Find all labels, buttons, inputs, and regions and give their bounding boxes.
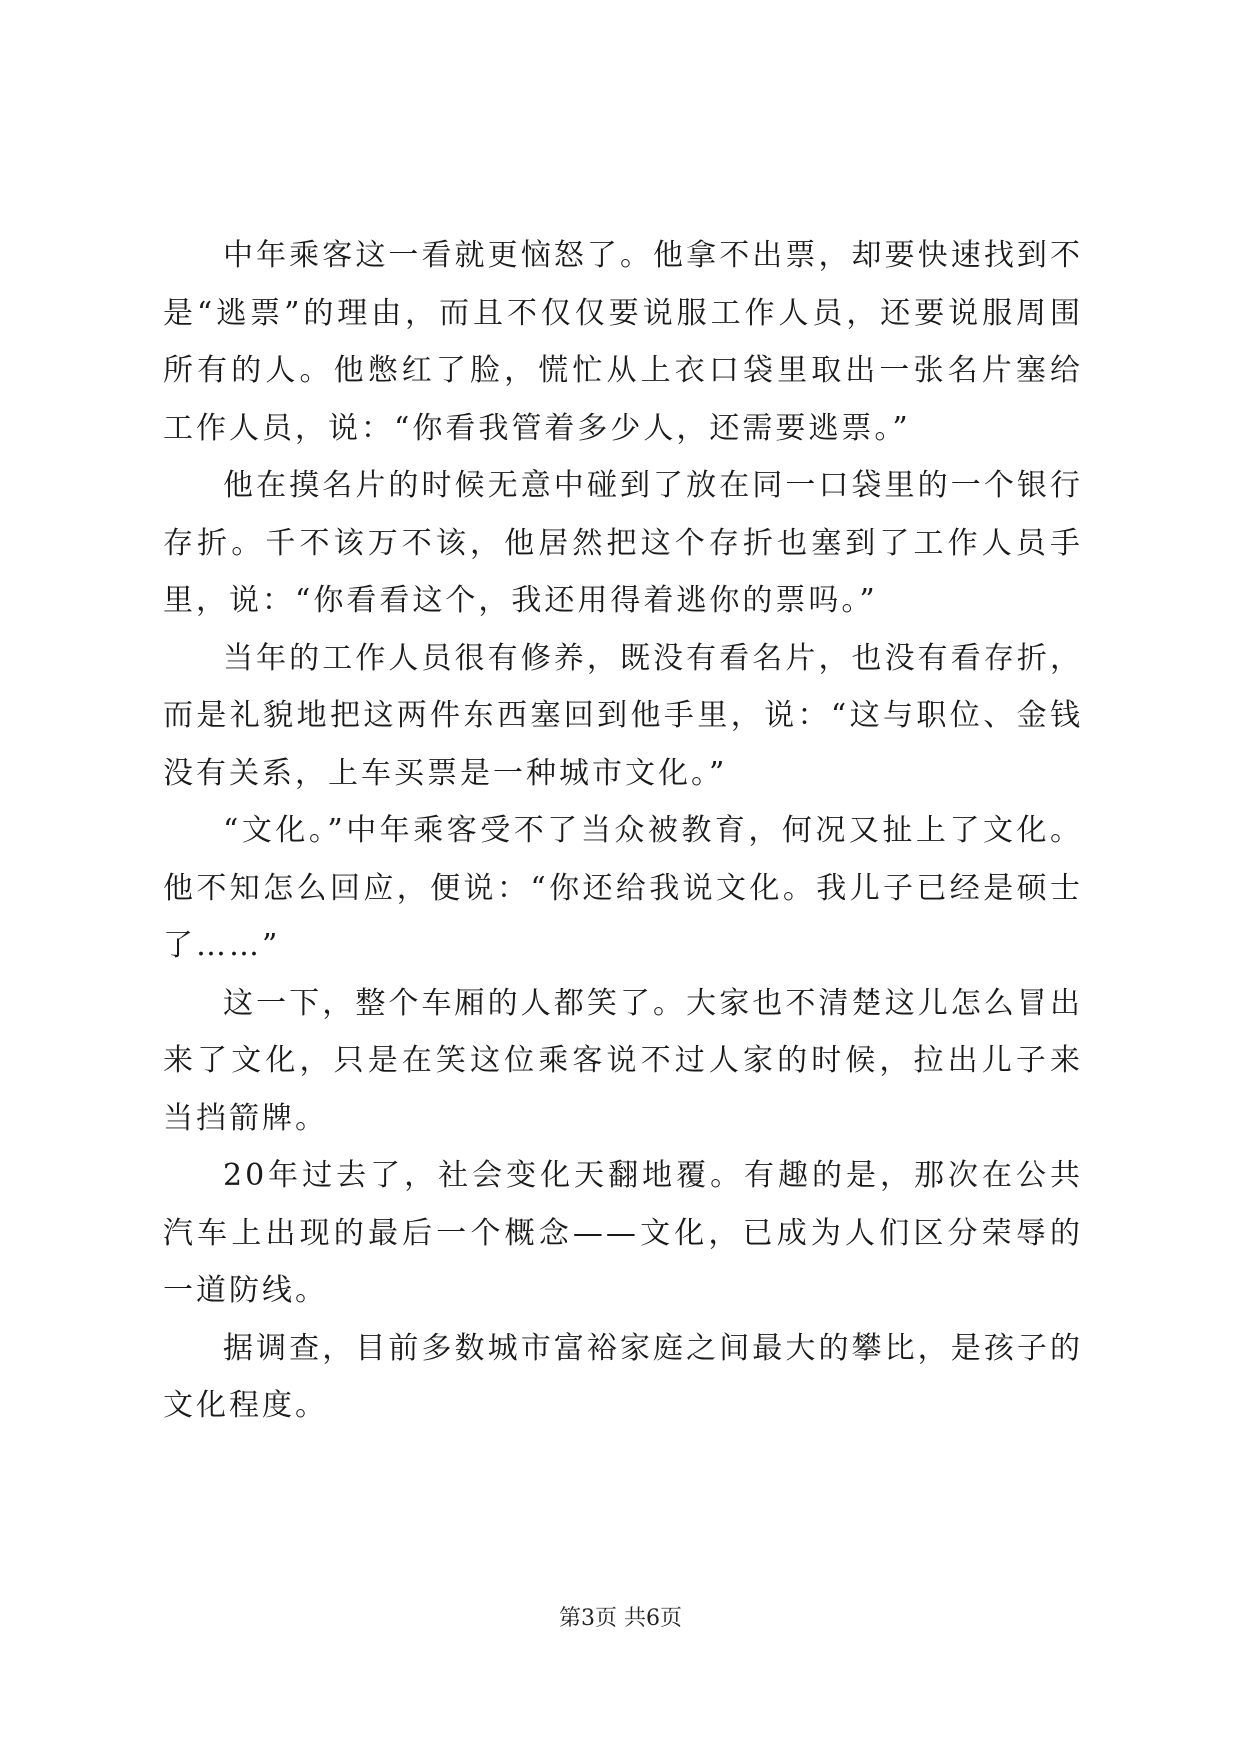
document-body xyxy=(163,227,1083,1435)
paragraph: “文化。”中年乘客受不了当众被教育，何况又扯上了文化。他不知怎么回应，便说：“你还给我说文化。我儿子已经是硕士了……” xyxy=(163,813,1083,963)
paragraph: 当年的工作人员很有修养，既没有看名片，也没有看存折，而是礼貌地把这两件东西塞回到他手里，说：“这与职位、金钱没有关系，上车买票是一种城市文化。” xyxy=(163,640,1083,791)
paragraph: 据调查，目前多数城市富裕家庭之间最大的攀比，是孩子的文化程度。 xyxy=(163,1330,1083,1423)
paragraph: 中年乘客这一看就更恼怒了。他拿不出票，却要快速找到不是“逃票”的理由，而且不仅仅要说服工作人员，还要说服周围所有的人。他憋红了脸，慌忙从上衣口袋里取出一张名片塞给工作人员，说：“你看我管着多少人，还需要逃票。” xyxy=(163,238,1083,446)
paragraph: 这一下，整个车厢的人都笑了。大家也不清楚这儿怎么冒出来了文化，只是在笑这位乘客说不过人家的时候，拉出儿子来当挡箭牌。 xyxy=(163,985,1083,1136)
paragraph: 20年过去了，社会变化天翻地覆。有趣的是，那次在公共汽车上出现的最后一个概念——文化，已成为人们区分荣辱的一道防线。 xyxy=(163,1158,1083,1308)
paragraph: 他在摸名片的时候无意中碰到了放在同一口袋里的一个银行存折。千不该万不该，他居然把这个存折也塞到了工作人员手里，说：“你看看这个，我还用得着逃你的票吗。” xyxy=(163,468,1083,618)
page-number-footer: 第3页 共6页 xyxy=(559,1606,682,1631)
